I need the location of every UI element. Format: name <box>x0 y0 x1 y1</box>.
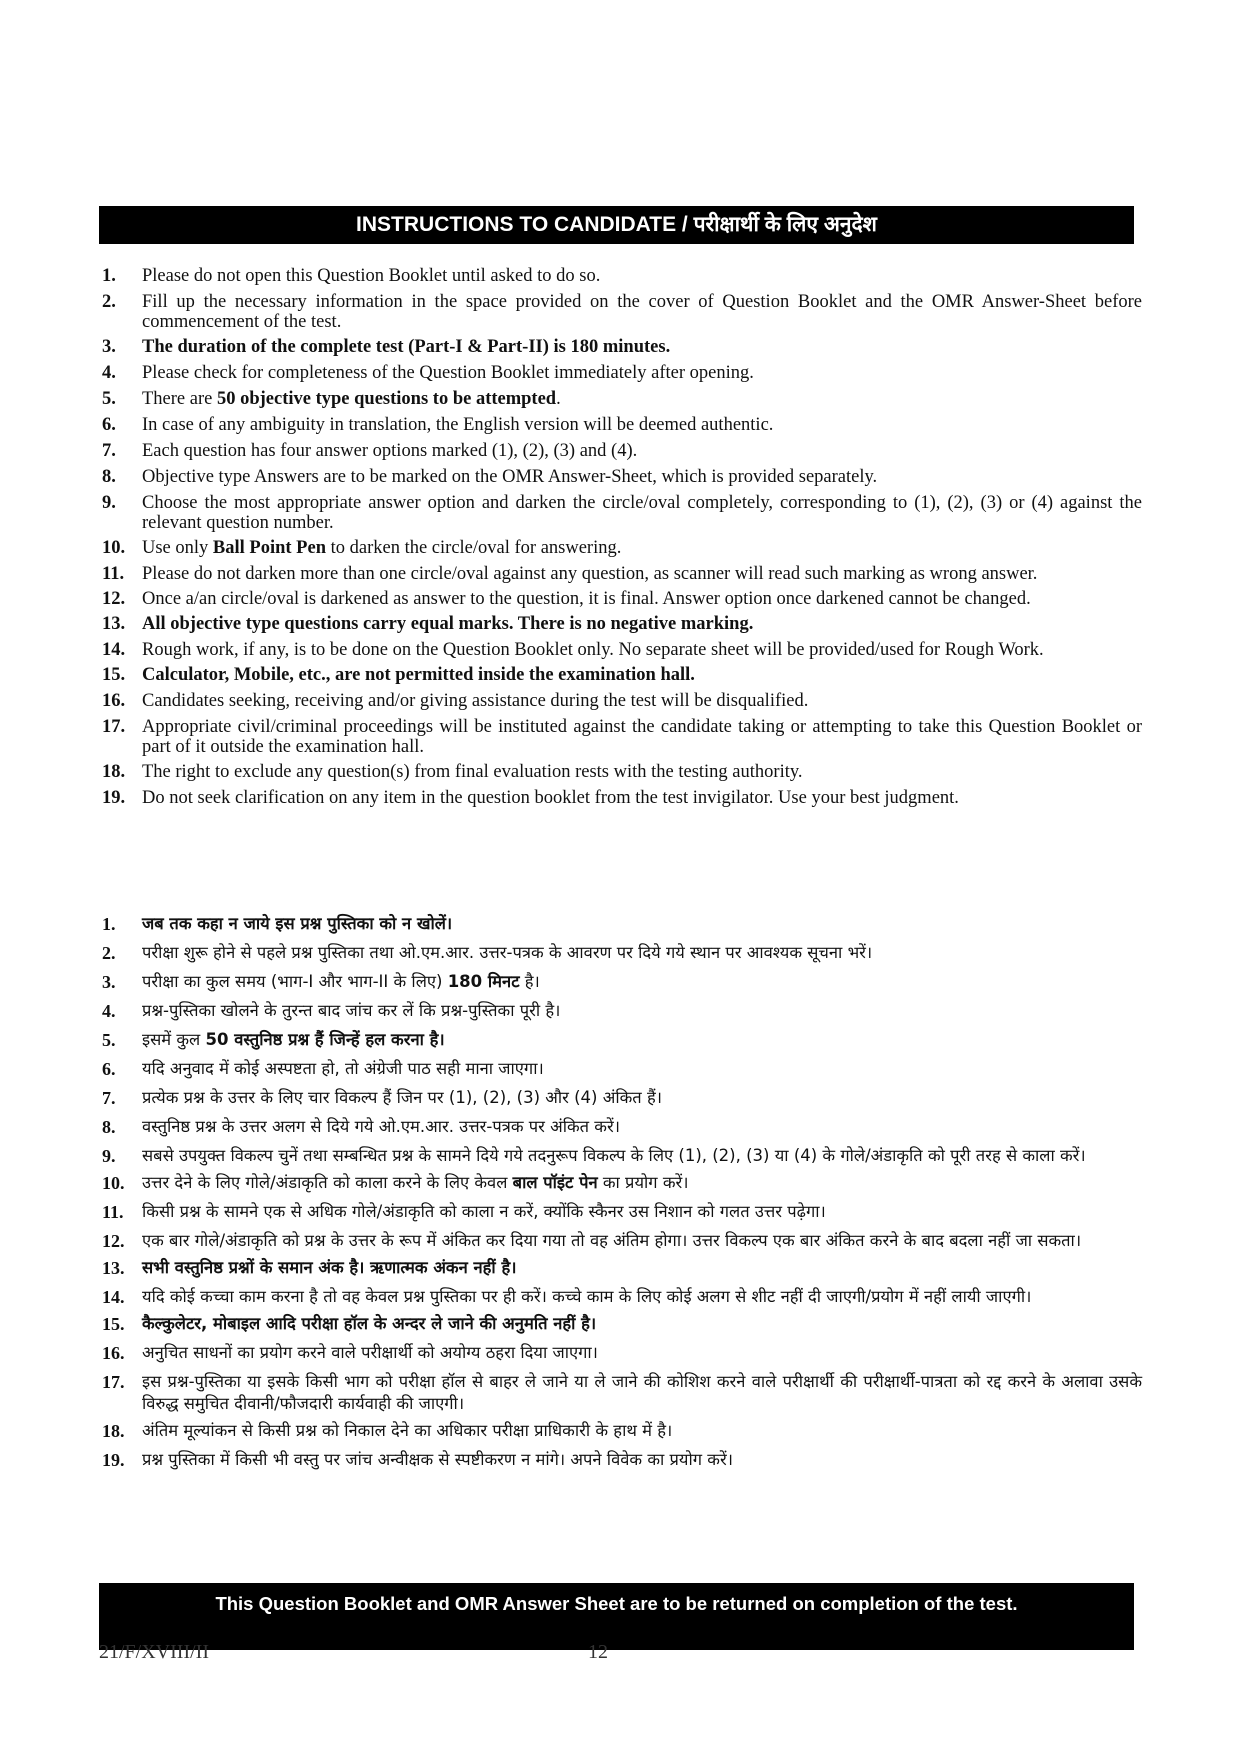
instruction-text-segment: to darken the circle/oval for answering. <box>325 538 622 558</box>
instruction-number: 13. <box>102 614 126 634</box>
instruction-text-segment: Each question has four answer options marked (1), (2), (3) and (4). <box>142 441 638 461</box>
english-instruction-item <box>102 266 1142 286</box>
english-instruction-item <box>102 292 1142 332</box>
instruction-text-segment: इस प्रश्न-पुस्तिका या इसके किसी भाग को परीक्षा हॉल से बाहर ले जाने या ले जाने की कोशिश करने वाले परीक्षार्थी की परीक्षार्थी-पात्रता को रद्द करने के अलावा उसके विरुद्ध समुचित दीवानी/फौजदारी कार्यवाही की जाएगी। <box>142 1372 1142 1413</box>
english-instructions-list <box>102 266 1142 814</box>
hindi-instruction-item <box>102 1449 1142 1471</box>
instruction-text <box>142 913 1142 935</box>
instruction-text <box>142 1286 1142 1308</box>
instruction-text <box>142 665 1142 685</box>
instruction-text-segment: इसमें कुल <box>142 1030 206 1049</box>
instruction-number: 12. <box>102 1231 125 1251</box>
instruction-number: 10. <box>102 538 126 558</box>
instruction-number: 12. <box>102 589 126 609</box>
hindi-instruction-item <box>102 1058 1142 1080</box>
instruction-text-segment: परीक्षा का कुल समय (भाग-I और भाग-II के लिए) <box>142 972 448 991</box>
instruction-text-segment: यदि कोई कच्चा काम करना है तो वह केवल प्रश्न पुस्तिका पर ही करें। कच्चे काम के लिए कोई अलग से शीट नहीं दी जाएगी/प्रयोग में नहीं लायी जाएगी। <box>142 1287 1032 1306</box>
instruction-number: 3. <box>102 972 116 992</box>
english-instruction-item <box>102 441 1142 461</box>
instruction-text-segment: जब तक कहा न जाये इस प्रश्न पुस्तिका को न खोलें। <box>142 914 453 933</box>
hindi-instructions-list <box>102 913 1142 1478</box>
instruction-text <box>142 292 1142 332</box>
instruction-text <box>142 1058 1142 1080</box>
instruction-text <box>142 1371 1142 1415</box>
instruction-number: 5. <box>102 1030 116 1050</box>
instruction-number: 2. <box>102 943 116 963</box>
instruction-number: 8. <box>102 1117 116 1137</box>
instruction-text-segment: 50 objective type questions to be attempted <box>216 389 557 409</box>
instruction-text-segment: Fill up the necessary information in the space provided on the cover of Question Booklet and the OMR Answer-Sheet before commencement of the test. <box>142 292 1142 332</box>
english-instruction-item <box>102 691 1142 711</box>
instruction-text-segment: का प्रयोग करें। <box>597 1173 689 1192</box>
instruction-number: 1. <box>102 266 116 286</box>
instruction-text-segment: उत्तर देने के लिए गोले/अंडाकृति को काला करने के लिए केवल <box>142 1173 513 1192</box>
hindi-instruction-item <box>102 913 1142 935</box>
instruction-text-segment: है। <box>519 972 540 991</box>
english-instruction-item <box>102 589 1142 609</box>
instruction-number: 15. <box>102 665 126 685</box>
english-instruction-item <box>102 788 1142 808</box>
page-number: 12 <box>588 1641 608 1663</box>
instruction-text-segment: यदि अनुवाद में कोई अस्पष्टता हो, तो अंग्रेजी पाठ सही माना जाएगा। <box>142 1059 544 1078</box>
instruction-text-segment: Please do not open this Question Booklet until asked to do so. <box>142 266 601 286</box>
hindi-instruction-item <box>102 942 1142 964</box>
instruction-text <box>142 1257 1142 1279</box>
instruction-text <box>142 538 1142 558</box>
instructions-header <box>99 206 1134 244</box>
instruction-number: 6. <box>102 1059 116 1079</box>
instruction-text <box>142 1449 1142 1471</box>
instruction-text-segment: वस्तुनिष्ठ प्रश्न के उत्तर अलग से दिये गये ओ.एम.आर. उत्तर-पत्रक पर अंकित करें। <box>142 1117 620 1136</box>
english-instruction-item <box>102 717 1142 757</box>
hindi-instruction-item <box>102 1201 1142 1223</box>
english-instruction-item <box>102 389 1142 409</box>
instruction-text-segment: Please do not darken more than one circle/oval against any question, as scanner will read such marking as wrong answer. <box>142 564 1038 584</box>
instruction-text <box>142 1000 1142 1022</box>
instruction-text <box>142 1342 1142 1364</box>
instruction-number: 2. <box>102 292 116 312</box>
instruction-number: 17. <box>102 717 126 737</box>
instruction-number: 19. <box>102 788 126 808</box>
instruction-text-segment: बाल पॉइंट पेन <box>512 1173 598 1192</box>
instruction-text-segment: किसी प्रश्न के सामने एक से अधिक गोले/अंडाकृति को काला न करें, क्योंकि स्कैनर उस निशान को गलत उत्तर पढ़ेगा। <box>142 1202 826 1221</box>
instruction-text <box>142 415 1142 435</box>
instruction-number: 18. <box>102 762 126 782</box>
english-instruction-item <box>102 415 1142 435</box>
instruction-number: 13. <box>102 1258 125 1278</box>
instruction-number: 1. <box>102 914 116 934</box>
instruction-text <box>142 363 1142 383</box>
instruction-text-segment: Please check for completeness of the Question Booklet immediately after opening. <box>142 363 754 383</box>
instruction-text-segment: Once a/an circle/oval is darkened as answer to the question, it is final. Answer option once darkened cannot be changed. <box>142 589 1031 609</box>
instruction-text-segment: प्रत्येक प्रश्न के उत्तर के लिए चार विकल्प हैं जिन पर (1), (2), (3) और (4) अंकित हैं। <box>142 1088 662 1107</box>
english-instruction-item <box>102 363 1142 383</box>
instruction-text-segment: परीक्षा शुरू होने से पहले प्रश्न पुस्तिका तथा ओ.एम.आर. उत्तर-पत्रक के आवरण पर दिये गये स्थान पर आवश्यक सूचना भरें। <box>142 943 873 962</box>
booklet-code: 21/F/XVIII/II <box>99 1641 209 1663</box>
instruction-text-segment: Candidates seeking, receiving and/or giving assistance during the test will be disqualified. <box>142 691 809 711</box>
instruction-text-segment: सबसे उपयुक्त विकल्प चुनें तथा सम्बन्धित प्रश्न के सामने दिये गये तदनुरूप विकल्प के लिए (1), (2), (3) या (4) के गोले/अंडाकृति को पूरी तरह से काला करें। <box>142 1146 1086 1165</box>
instruction-text-segment: अनुचित साधनों का प्रयोग करने वाले परीक्षार्थी को अयोग्य ठहरा दिया जाएगा। <box>142 1343 598 1362</box>
instruction-text <box>142 614 1142 634</box>
instruction-text <box>142 971 1142 993</box>
instruction-text <box>142 337 1142 357</box>
hindi-instruction-item <box>102 1172 1142 1194</box>
instruction-text-segment: Calculator, Mobile, etc., are not permitted inside the examination hall. <box>142 665 695 685</box>
instruction-number: 15. <box>102 1314 125 1334</box>
hindi-instruction-item <box>102 1000 1142 1022</box>
instruction-text <box>142 493 1142 533</box>
instruction-text <box>142 691 1142 711</box>
hindi-instruction-item <box>102 1371 1142 1415</box>
instruction-text-segment: . <box>556 389 561 409</box>
instruction-text-segment: कैल्कुलेटर, मोबाइल आदि परीक्षा हॉल के अन्दर ले जाने की अनुमति नहीं है। <box>142 1314 597 1333</box>
instruction-text-segment: Choose the most appropriate answer option and darken the circle/oval completely, corresponding to (1), (2), (3) or (4) against the relevant question number. <box>142 493 1142 533</box>
instruction-number: 8. <box>102 467 116 487</box>
english-instruction-item <box>102 762 1142 782</box>
hindi-instruction-item <box>102 1420 1142 1442</box>
instruction-text <box>142 1116 1142 1138</box>
instruction-text-segment: There are <box>142 389 217 409</box>
instruction-text-segment: प्रश्न पुस्तिका में किसी भी वस्तु पर जांच अन्वीक्षक से स्पष्टीकरण न मांगे। अपने विवेक का प्रयोग करें। <box>142 1450 733 1469</box>
instruction-number: 7. <box>102 1088 116 1108</box>
instruction-text-segment: एक बार गोले/अंडाकृति को प्रश्न के उत्तर के रूप में अंकित कर दिया गया तो वह अंतिम होगा। उत्तर विकल्प एक बार अंकित करने के बाद बदला नहीं जा सकता। <box>142 1231 1082 1250</box>
hindi-instruction-item <box>102 1342 1142 1364</box>
instruction-text <box>142 942 1142 964</box>
instruction-text-segment: Ball Point Pen <box>212 538 326 558</box>
instruction-text-segment: The duration of the complete test (Part-I & Part-II) is 180 minutes. <box>142 337 671 357</box>
hindi-instruction-item <box>102 1087 1142 1109</box>
instruction-number: 11. <box>102 1202 124 1222</box>
instruction-text-segment: In case of any ambiguity in translation, the English version will be deemed authentic. <box>142 415 774 435</box>
instruction-text <box>142 1145 1142 1167</box>
hindi-instruction-item <box>102 971 1142 993</box>
instruction-text <box>142 266 1142 286</box>
instruction-number: 6. <box>102 415 116 435</box>
instruction-text <box>142 640 1142 660</box>
english-instruction-item <box>102 493 1142 533</box>
instruction-text-segment: प्रश्न-पुस्तिका खोलने के तुरन्त बाद जांच कर लें कि प्रश्न-पुस्तिका पूरी है। <box>142 1001 561 1020</box>
instruction-number: 17. <box>102 1372 125 1392</box>
instruction-number: 9. <box>102 493 116 513</box>
instruction-number: 3. <box>102 337 116 357</box>
hindi-instruction-item <box>102 1145 1142 1167</box>
instruction-text-segment: अंतिम मूल्यांकन से किसी प्रश्न को निकाल देने का अधिकार परीक्षा प्राधिकारी के हाथ में है। <box>142 1421 673 1440</box>
instruction-text <box>142 1029 1142 1051</box>
instruction-text-segment: All objective type questions carry equal marks. There is no negative marking. <box>142 614 754 634</box>
hindi-instruction-item <box>102 1313 1142 1335</box>
instruction-text <box>142 1230 1142 1252</box>
hindi-instruction-item <box>102 1116 1142 1138</box>
instructions-title: INSTRUCTIONS TO CANDIDATE / परीक्षार्थी के लिए अनुदेश <box>356 213 877 236</box>
instruction-text <box>142 1420 1142 1442</box>
instruction-text <box>142 389 1142 409</box>
instruction-number: 16. <box>102 1343 125 1363</box>
instruction-text <box>142 467 1142 487</box>
instruction-number: 19. <box>102 1450 125 1470</box>
instruction-number: 5. <box>102 389 116 409</box>
english-instruction-item <box>102 564 1142 584</box>
instruction-number: 14. <box>102 1287 125 1307</box>
instruction-text <box>142 762 1142 782</box>
hindi-instruction-item <box>102 1286 1142 1308</box>
instruction-text-segment: 180 मिनट <box>447 972 520 991</box>
instruction-number: 4. <box>102 1001 116 1021</box>
return-notice-text: This Question Booklet and OMR Answer Sheet are to be returned on completion of the test. <box>215 1593 1018 1614</box>
instruction-number: 14. <box>102 640 126 660</box>
instruction-text <box>142 564 1142 584</box>
english-instruction-item <box>102 337 1142 357</box>
instruction-text <box>142 1087 1142 1109</box>
hindi-instruction-item <box>102 1230 1142 1252</box>
return-notice-banner <box>99 1583 1134 1650</box>
instruction-number: 7. <box>102 441 116 461</box>
instruction-number: 16. <box>102 691 126 711</box>
instruction-text <box>142 1313 1142 1335</box>
instruction-text <box>142 1172 1142 1194</box>
instruction-number: 18. <box>102 1421 125 1441</box>
instruction-text <box>142 788 1142 808</box>
instruction-text-segment: Objective type Answers are to be marked on the OMR Answer-Sheet, which is provided separately. <box>142 467 878 487</box>
instruction-text <box>142 589 1142 609</box>
instruction-number: 10. <box>102 1173 125 1193</box>
instruction-number: 9. <box>102 1146 116 1166</box>
instruction-text-segment: The right to exclude any question(s) from final evaluation rests with the testing authority. <box>142 762 803 782</box>
instruction-text-segment: सभी वस्तुनिष्ठ प्रश्नों के समान अंक है। ऋणात्मक अंकन नहीं है। <box>142 1258 517 1277</box>
english-instruction-item <box>102 614 1142 634</box>
english-instruction-item <box>102 665 1142 685</box>
instruction-text-segment: Use only <box>142 538 213 558</box>
instruction-text-segment: Appropriate civil/criminal proceedings will be instituted against the candidate taking or attempting to take this Question Booklet or part of it outside the examination hall. <box>142 717 1142 757</box>
english-instruction-item <box>102 538 1142 558</box>
instruction-text <box>142 441 1142 461</box>
instruction-number: 11. <box>102 564 125 584</box>
instruction-text-segment: 50 वस्तुनिष्ठ प्रश्न हैं जिन्हें हल करना है। <box>205 1030 445 1049</box>
instruction-text <box>142 717 1142 757</box>
hindi-instruction-item <box>102 1257 1142 1279</box>
instruction-text-segment: Rough work, if any, is to be done on the Question Booklet only. No separate sheet will be provided/used for Rough Work. <box>142 640 1044 660</box>
english-instruction-item <box>102 467 1142 487</box>
instruction-text-segment: Do not seek clarification on any item in the question booklet from the test invigilator. Use your best judgment. <box>142 788 959 808</box>
english-instruction-item <box>102 640 1142 660</box>
instruction-number: 4. <box>102 363 116 383</box>
hindi-instruction-item <box>102 1029 1142 1051</box>
instruction-text <box>142 1201 1142 1223</box>
